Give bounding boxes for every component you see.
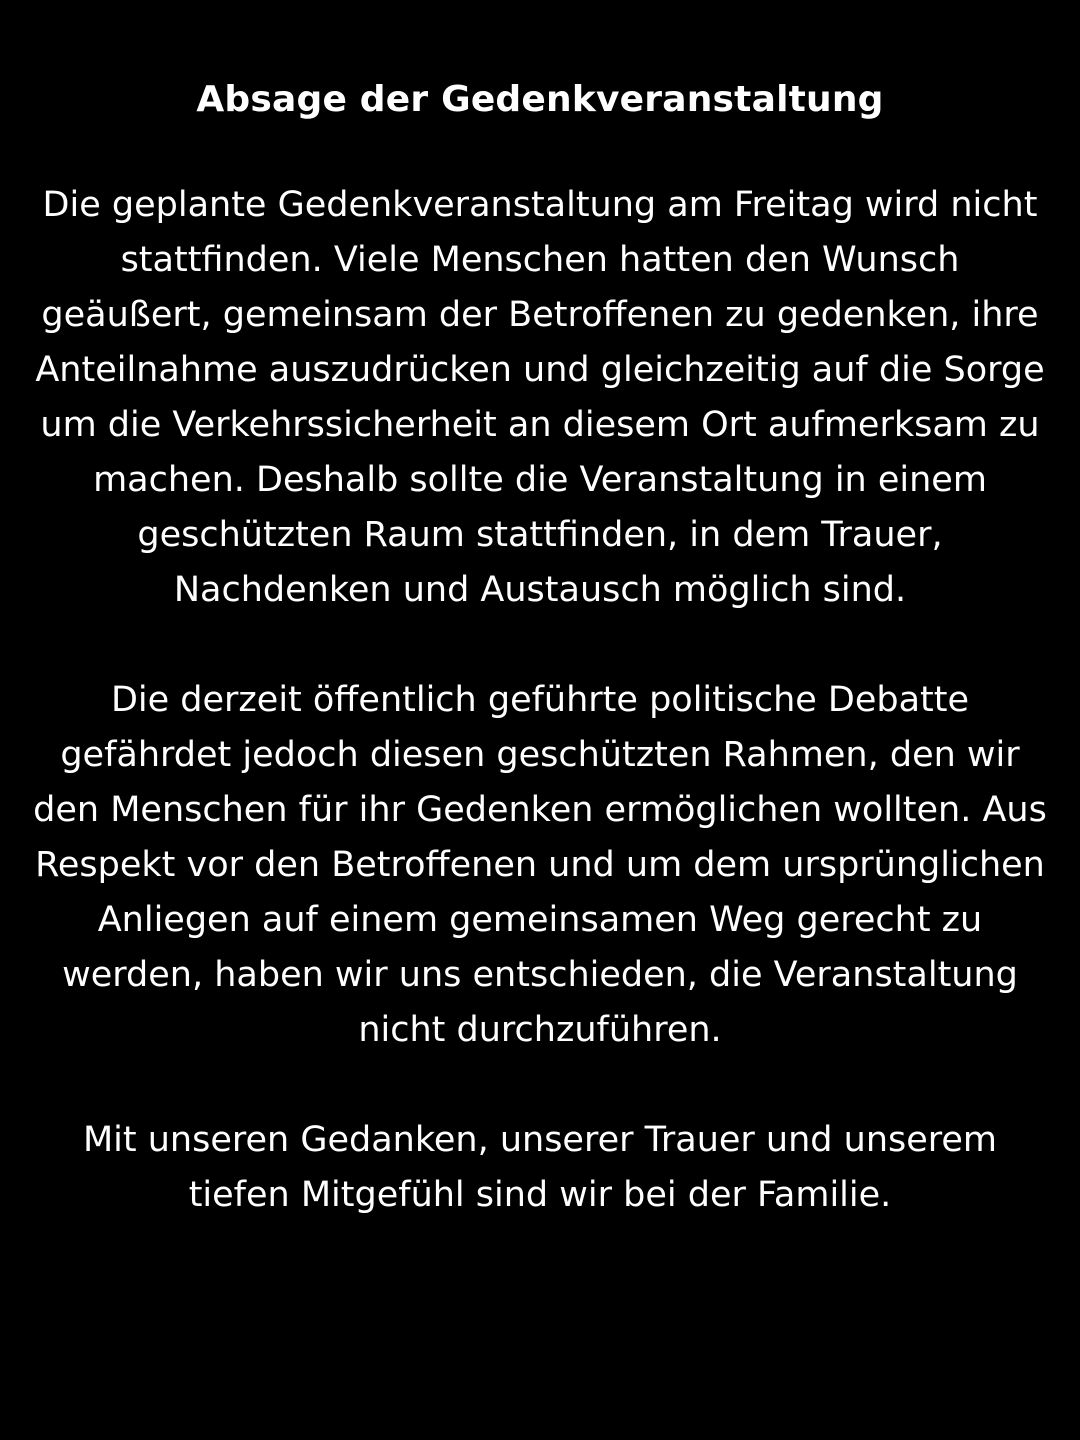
announcement-title: Absage der Gedenkveranstaltung <box>196 79 884 120</box>
paragraph-condolence: Mit unseren Gedanken, unserer Trauer und unserem tiefen Mitgefühl sind wir bei der Familie. <box>82 1120 998 1215</box>
announcement <box>30 74 1050 1223</box>
paragraph-cancellation: Die geplante Gedenkveranstaltung am Freitag wird nicht stattfinden. Viele Menschen hatten den Wunsch geäußert, gemeinsam der Betroffenen zu gedenken, ihre Anteilnahme auszudrücken und gleichzeitig auf die Sorge um die Verkehrssicherheit an diesem Ort aufmerksam zu machen. Deshalb sollte die Veranstaltung in einem geschützten Raum stattfinden, in dem Trauer, Nachdenken und Austausch möglich sind. <box>35 185 1045 610</box>
paragraph-reason: Die derzeit öffentlich geführte politische Debatte gefährdet jedoch diesen geschützten Rahmen, den wir den Menschen für ihr Gedenken ermöglichen wollten. Aus Respekt vor den Betroffenen und um dem ursprünglichen Anliegen auf einem gemeinsamen Weg gerecht zu werden, haben wir uns entschieden, die Veranstaltung nicht durchzuführen. <box>33 680 1047 1050</box>
